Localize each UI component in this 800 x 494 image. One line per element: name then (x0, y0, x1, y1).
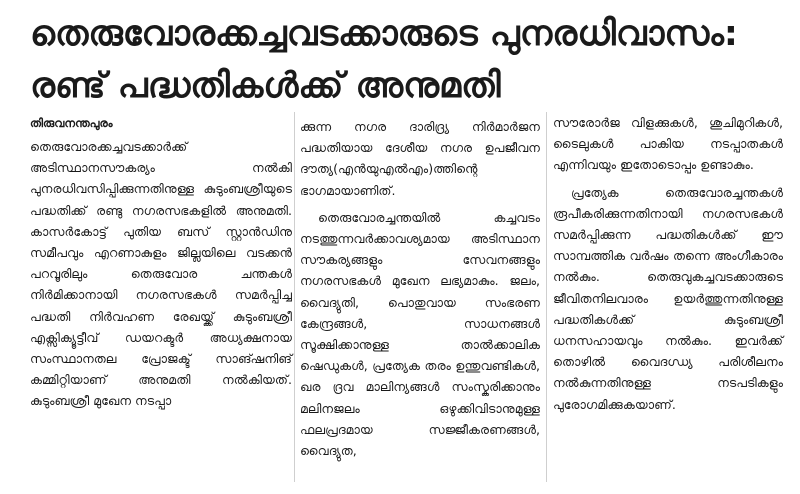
article-column-2 (300, 116, 540, 461)
article-headline (30, 8, 770, 112)
article-column-3 (553, 112, 783, 415)
dateline: തിരുവനന്തപുരം (30, 116, 113, 130)
column-2-paragraph-2: തെരുവോരച്ചന്തയിൽ കച്ചവടം നടത്തുന്നവർക്കാവശ്യമായ അടിസ്ഥാന സൗകര്യങ്ങളും സേവനങ്ങളും നഗരസഭകൾ മുഖേന ലഭ്യമാകും. ജലം, വൈദ്യുതി, പൊതുവായ സംഭരണ കേന്ദ്രങ്ങൾ, സാധനങ്ങൾ സൂക്ഷിക്കാനുള്ള താൽക്കാലിക ഷെഡുകൾ, പ്രത്യേക തരം ഉന്തുവണ്ടികൾ, ഖര ദ്രവ മാലിന്യങ്ങൾ സംസ്കരിക്കാനും മലിനജലം ഒഴുക്കിവിടാനുമുള്ള ഫലപ്രദമായ സജ്ജീകരണങ്ങൾ, വൈദ്യുത, (300, 209, 540, 459)
column-divider (294, 112, 295, 482)
headline-line-1: തെരുവോരക്കച്ചവടക്കാരുടെ പുനരധിവാസം: (30, 14, 738, 54)
column-1-paragraph: തെരുവോരക്കച്ചവടക്കാർക്ക് അടിസ്ഥാനസൗകര്യം നൽകി പുനരധിവസിപ്പിക്കുന്നതിനുള്ള കുടുംബശ്രീയുടെ പദ്ധതിക്ക് രണ്ടു നഗരസഭകളിൽ അനുമതി. കാസർകോട്ട് പുതിയ ബസ് സ്റ്റാൻഡിനു സമീപവും എറണാകുളം ജില്ലയിലെ വടക്കൻ പറവൂരിലും തെരുവോര ചന്തകൾ നിർമിക്കാനായി നഗരസഭകൾ സമർപ്പിച്ച പദ്ധതി നിർവഹണ രേഖയ്ക്ക് കുടുംബശ്രീ എക്സിക്യൂട്ടീവ് ഡയറക്ടർ അധ്യക്ഷനായ സംസ്ഥാനതല പ്രോജക്ട് സാങ്ഷനിങ് കമ്മിറ്റിയാണ് അനുമതി നൽകിയത്. കുടുംബശ്രീ മുഖേന നടപ്പാ (30, 139, 292, 409)
column-3-paragraph-2: പ്രത്യേക തെരുവോരച്ചന്തകൾ രൂപീകരിക്കുന്നതിനായി നഗരസഭകൾ സമർപ്പിക്കുന്ന പദ്ധതികൾക്ക് ഈ സാമ്പത്തിക വർഷം തന്നെ അംഗീകാരം നൽകും. തെരുവുകച്ചവടക്കാരുടെ ജീവിതനിലവാരം ഉയർത്തുന്നതിനുള്ള പദ്ധതികൾക്ക് കുടുംബശ്രീ ധനസഹായവും നൽകും. ഇവർക്ക് തൊഴിൽ വൈദഗ്ധ്യ പരിശീലനം നൽകുന്നതിനുള്ള നടപടികളും പുരോഗമിക്കുകയാണ്. (553, 184, 783, 412)
column-2-paragraph-1: ക്കുന്ന നഗര ദാരിദ്ര്യ നിർമാർജന പദ്ധതിയായ ദേശീയ നഗര ഉപജീവന ദൗത്യ(എൻയുഎൽഎം)ത്തിന്റെ ഭാഗമായാണിത്. (300, 119, 540, 198)
column-3-paragraph-1: സൗരോർജ വിളക്കുകൾ, ശുചിമുറികൾ, ടൈലുകൾ പാകിയ നടപ്പാതകൾ എന്നിവയും ഇതോടൊപ്പം ഉണ്ടാകും. (553, 115, 783, 173)
article-column-1 (30, 112, 292, 412)
column-divider (546, 112, 547, 482)
headline-line-2: രണ്ട് പദ്ധതികൾക്ക് അനുമതി (30, 66, 501, 106)
